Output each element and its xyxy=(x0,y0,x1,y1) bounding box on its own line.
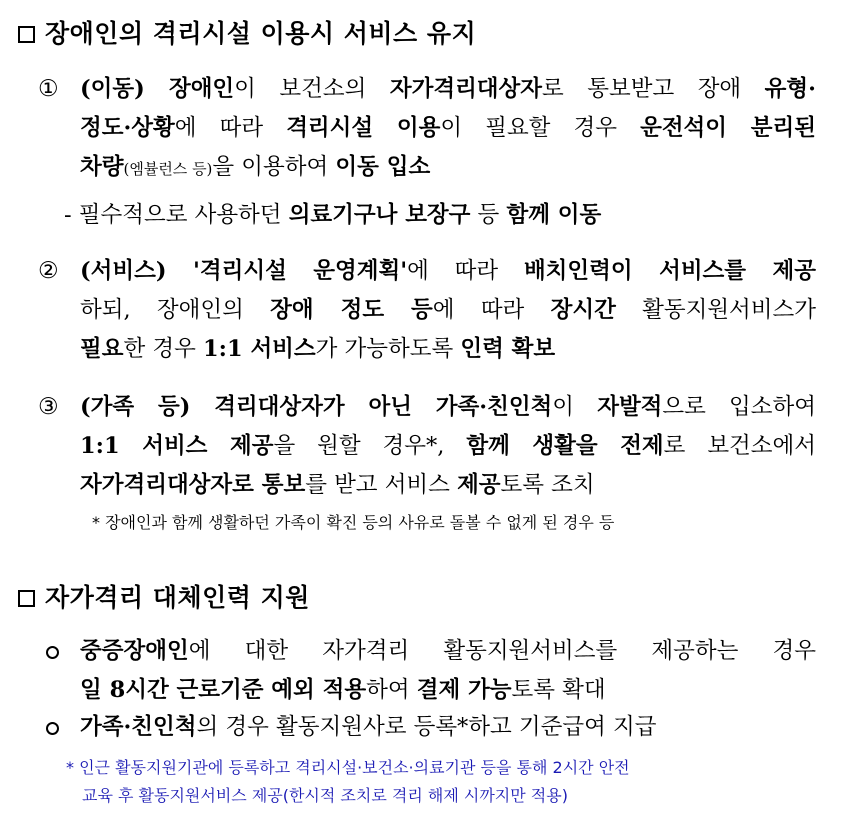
item3-marker: ③ xyxy=(38,394,59,420)
item2-marker: ② xyxy=(38,258,59,284)
checkbox-square-icon xyxy=(18,26,35,43)
item2-line1: (서비스) '격리시설 운영계획'에 따라 배치인력이 서비스를 제공 xyxy=(80,258,816,284)
s2-item1-line1: 중증장애인에 대한 자가격리 활동지원서비스를 제공하는 경우 xyxy=(80,638,816,664)
s2-footnote-line2: 교육 후 활동지원서비스 제공(한시적 조치로 격리 해제 시까지만 적용) xyxy=(82,786,568,805)
item2-line2: 하되, 장애인의 장애 정도 등에 따라 장시간 활동지원서비스가 xyxy=(80,297,816,323)
item1-line1: (이동) 장애인이 보건소의 자가격리대상자로 통보받고 장애 유형· xyxy=(80,76,816,102)
item2-line3: 필요한 경우 1:1 서비스가 가능하도록 인력 확보 xyxy=(80,336,556,362)
section1-title: 장애인의 격리시설 이용시 서비스 유지 xyxy=(18,14,476,50)
s2-footnote-line1: * 인근 활동지원기관에 등록하고 격리시설·보건소·의료기관 등을 통해 2시간 안전 xyxy=(66,758,630,777)
item1-line2: 정도·상황에 따라 격리시설 이용이 필요할 경우 운전석이 분리된 xyxy=(80,115,816,141)
item3-footnote: * 장애인과 함께 생활하던 가족이 확진 등의 사유로 돌볼 수 없게 된 경우 등 xyxy=(92,513,615,532)
checkbox-square-icon xyxy=(18,590,35,607)
item1-line3: 차량(엠뷸런스 등)을 이용하여 이동 입소 xyxy=(80,154,431,180)
item3-line3: 자가격리대상자로 통보를 받고 서비스 제공토록 조치 xyxy=(80,472,595,498)
bullet-circle-icon xyxy=(46,646,59,659)
s2-item1-line2: 일 8시간 근로기준 예외 적용하여 결제 가능토록 확대 xyxy=(80,677,606,703)
item3-line2: 1:1 서비스 제공을 원할 경우*, 함께 생활을 전제로 보건소에서 xyxy=(80,433,816,459)
section2-title: 자가격리 대체인력 지원 xyxy=(18,578,310,614)
item1-marker: ① xyxy=(38,76,59,102)
s2-item2-line1: 가족·친인척의 경우 활동지원사로 등록*하고 기준급여 지급 xyxy=(80,714,657,740)
item3-line1: (가족 등) 격리대상자가 아닌 가족·친인척이 자발적으로 입소하여 xyxy=(80,394,817,420)
item1-subline: - 필수적으로 사용하던 의료기구나 보장구 등 함께 이동 xyxy=(64,202,602,228)
bullet-circle-icon xyxy=(46,722,59,735)
